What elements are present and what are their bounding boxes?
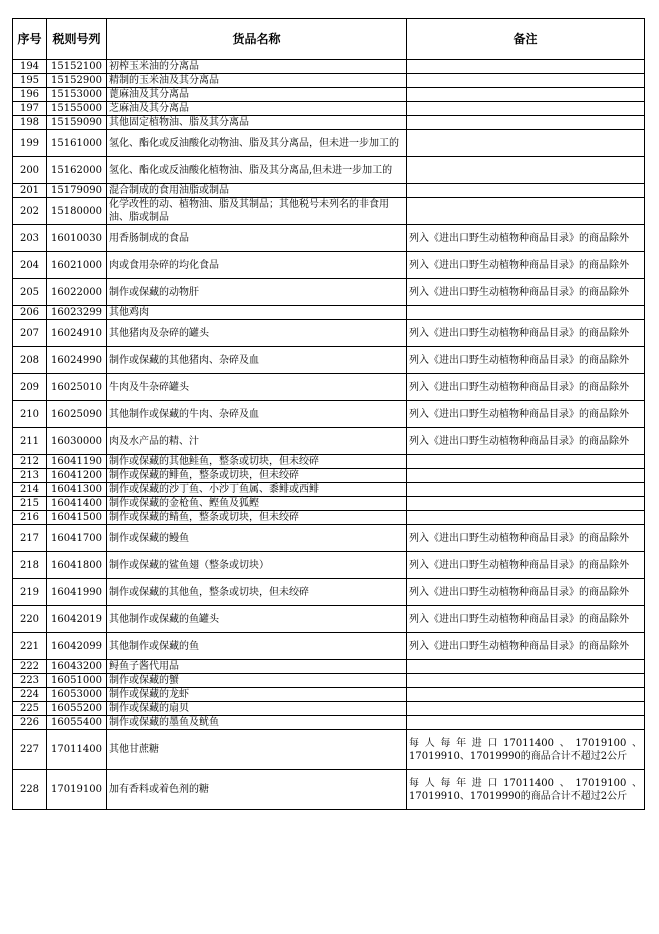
serial-number-cell: 217 — [13, 525, 47, 552]
serial-number-cell: 197 — [13, 102, 47, 116]
serial-number-cell: 228 — [13, 770, 47, 810]
remarks-cell — [407, 716, 645, 730]
table-row — [13, 252, 645, 279]
table-row — [13, 347, 645, 374]
goods-name-cell: 混合制成的食用油脂或制品 — [107, 184, 407, 198]
tariff-code-cell: 16055200 — [47, 702, 107, 716]
tariff-code-cell: 16053000 — [47, 688, 107, 702]
serial-number-cell: 208 — [13, 347, 47, 374]
table-row — [13, 688, 645, 702]
table-row — [13, 60, 645, 74]
header-serial-number: 序号 — [13, 19, 47, 60]
tariff-code-cell: 16041500 — [47, 511, 107, 525]
goods-name-cell: 鲟鱼子酱代用品 — [107, 660, 407, 674]
serial-number-cell: 207 — [13, 320, 47, 347]
serial-number-cell: 223 — [13, 674, 47, 688]
serial-number-cell: 209 — [13, 374, 47, 401]
serial-number-cell: 218 — [13, 552, 47, 579]
goods-name-cell: 制作或保藏的金枪鱼、鲣鱼及狐鲣 — [107, 497, 407, 511]
remarks-cell — [407, 674, 645, 688]
remarks-cell — [407, 102, 645, 116]
table-row — [13, 225, 645, 252]
tariff-code-cell: 16041800 — [47, 552, 107, 579]
remarks-cell — [407, 455, 645, 469]
remarks-cell: 每人每年进口17011400、17019100、17019910、17019990的商品合计不超过2公斤 — [407, 770, 645, 810]
goods-name-cell: 其他制作或保藏的牛肉、杂碎及血 — [107, 401, 407, 428]
remarks-cell — [407, 306, 645, 320]
remarks-cell: 列入《进出口野生动植物种商品目录》的商品除外 — [407, 252, 645, 279]
table-row — [13, 660, 645, 674]
remarks-cell: 列入《进出口野生动植物种商品目录》的商品除外 — [407, 320, 645, 347]
tariff-code-cell: 16024990 — [47, 347, 107, 374]
serial-number-cell: 212 — [13, 455, 47, 469]
tariff-code-cell: 16042019 — [47, 606, 107, 633]
remarks-cell: 列入《进出口野生动植物种商品目录》的商品除外 — [407, 579, 645, 606]
serial-number-cell: 196 — [13, 88, 47, 102]
goods-name-cell: 制作或保藏的其他鲑鱼，整条或切块，但未绞碎 — [107, 455, 407, 469]
remarks-cell — [407, 60, 645, 74]
serial-number-cell: 227 — [13, 730, 47, 770]
goods-name-cell: 肉及水产品的精、汁 — [107, 428, 407, 455]
serial-number-cell: 195 — [13, 74, 47, 88]
goods-name-cell: 制作或保藏的墨鱼及鱿鱼 — [107, 716, 407, 730]
table-row — [13, 184, 645, 198]
goods-name-cell: 其他猪肉及杂碎的罐头 — [107, 320, 407, 347]
remarks-cell: 列入《进出口野生动植物种商品目录》的商品除外 — [407, 606, 645, 633]
goods-name-cell: 制作或保藏的其他猪肉、杂碎及血 — [107, 347, 407, 374]
remarks-cell — [407, 74, 645, 88]
tariff-code-cell: 16021000 — [47, 252, 107, 279]
remarks-cell: 列入《进出口野生动植物种商品目录》的商品除外 — [407, 525, 645, 552]
remarks-cell — [407, 184, 645, 198]
tariff-code-cell: 16055400 — [47, 716, 107, 730]
table-row — [13, 401, 645, 428]
table-row — [13, 374, 645, 401]
serial-number-cell: 213 — [13, 469, 47, 483]
goods-name-cell: 制作或保藏的其他鱼，整条或切块，但未绞碎 — [107, 579, 407, 606]
table-row — [13, 469, 645, 483]
table-row — [13, 511, 645, 525]
table-row — [13, 483, 645, 497]
header-goods-name: 货品名称 — [107, 19, 407, 60]
tariff-code-cell: 16041990 — [47, 579, 107, 606]
serial-number-cell: 202 — [13, 198, 47, 225]
remarks-cell — [407, 116, 645, 130]
table-row — [13, 130, 645, 157]
tariff-code-cell: 15162000 — [47, 157, 107, 184]
table-row — [13, 730, 645, 770]
tariff-code-cell: 16042099 — [47, 633, 107, 660]
header-tariff-code: 税则号列 — [47, 19, 107, 60]
goods-name-cell: 其他甘蔗糖 — [107, 730, 407, 770]
serial-number-cell: 215 — [13, 497, 47, 511]
remarks-cell — [407, 198, 645, 225]
table-row — [13, 157, 645, 184]
serial-number-cell: 224 — [13, 688, 47, 702]
table-row — [13, 525, 645, 552]
remarks-cell: 列入《进出口野生动植物种商品目录》的商品除外 — [407, 225, 645, 252]
goods-name-cell: 制作或保藏的动物肝 — [107, 279, 407, 306]
goods-name-cell: 其他鸡肉 — [107, 306, 407, 320]
table-row — [13, 320, 645, 347]
goods-name-cell: 制作或保藏的龙虾 — [107, 688, 407, 702]
table-row — [13, 74, 645, 88]
remarks-cell: 列入《进出口野生动植物种商品目录》的商品除外 — [407, 374, 645, 401]
table-header-row — [13, 19, 645, 60]
serial-number-cell: 201 — [13, 184, 47, 198]
goods-name-cell: 制作或保藏的扇贝 — [107, 702, 407, 716]
goods-name-cell: 蓖麻油及其分离品 — [107, 88, 407, 102]
goods-name-cell: 制作或保藏的蟹 — [107, 674, 407, 688]
remarks-cell: 列入《进出口野生动植物种商品目录》的商品除外 — [407, 633, 645, 660]
goods-name-cell: 加有香料或着色剂的糖 — [107, 770, 407, 810]
goods-name-cell: 精制的玉米油及其分离品 — [107, 74, 407, 88]
table-row — [13, 428, 645, 455]
table-row — [13, 306, 645, 320]
table-row — [13, 770, 645, 810]
table-row — [13, 279, 645, 306]
serial-number-cell: 222 — [13, 660, 47, 674]
tariff-code-cell: 16041300 — [47, 483, 107, 497]
goods-name-cell: 其他制作或保藏的鱼罐头 — [107, 606, 407, 633]
serial-number-cell: 221 — [13, 633, 47, 660]
serial-number-cell: 216 — [13, 511, 47, 525]
tariff-code-cell: 15155000 — [47, 102, 107, 116]
goods-name-cell: 氢化、酯化或反油酸化植物油、脂及其分离品,但未进一步加工的 — [107, 157, 407, 184]
serial-number-cell: 206 — [13, 306, 47, 320]
table-row — [13, 116, 645, 130]
tariff-code-cell: 15161000 — [47, 130, 107, 157]
table-row — [13, 579, 645, 606]
goods-name-cell: 牛肉及牛杂碎罐头 — [107, 374, 407, 401]
goods-name-cell: 制作或保藏的鲨鱼翅（整条或切块） — [107, 552, 407, 579]
remarks-cell — [407, 511, 645, 525]
table-row — [13, 552, 645, 579]
goods-name-cell: 初榨玉米油的分离品 — [107, 60, 407, 74]
serial-number-cell: 200 — [13, 157, 47, 184]
goods-name-cell: 制作或保藏的鳗鱼 — [107, 525, 407, 552]
tariff-code-cell: 16025090 — [47, 401, 107, 428]
serial-number-cell: 204 — [13, 252, 47, 279]
table-row — [13, 198, 645, 225]
goods-name-cell: 氢化、酯化或反油酸化动物油、脂及其分离品，但未进一步加工的 — [107, 130, 407, 157]
table-row — [13, 702, 645, 716]
goods-name-cell: 芝麻油及其分离品 — [107, 102, 407, 116]
tariff-code-cell: 16030000 — [47, 428, 107, 455]
tariff-code-cell: 16025010 — [47, 374, 107, 401]
tariff-code-cell: 16024910 — [47, 320, 107, 347]
serial-number-cell: 198 — [13, 116, 47, 130]
serial-number-cell: 225 — [13, 702, 47, 716]
table-row — [13, 102, 645, 116]
table-row — [13, 716, 645, 730]
remarks-cell: 列入《进出口野生动植物种商品目录》的商品除外 — [407, 428, 645, 455]
remarks-cell: 列入《进出口野生动植物种商品目录》的商品除外 — [407, 279, 645, 306]
goods-name-cell: 制作或保藏的沙丁鱼、小沙丁鱼属、黍鲱或西鲱 — [107, 483, 407, 497]
tariff-code-cell: 15152900 — [47, 74, 107, 88]
tariff-code-cell: 15153000 — [47, 88, 107, 102]
remarks-cell — [407, 660, 645, 674]
serial-number-cell: 210 — [13, 401, 47, 428]
serial-number-cell: 219 — [13, 579, 47, 606]
goods-name-cell: 制作或保藏的鲱鱼，整条或切块，但未绞碎 — [107, 469, 407, 483]
serial-number-cell: 220 — [13, 606, 47, 633]
goods-name-cell: 其他固定植物油、脂及其分离品 — [107, 116, 407, 130]
serial-number-cell: 214 — [13, 483, 47, 497]
tariff-code-cell: 17019100 — [47, 770, 107, 810]
tariff-code-cell: 16023299 — [47, 306, 107, 320]
remarks-cell: 每人每年进口17011400、17019100、17019910、17019990的商品合计不超过2公斤 — [407, 730, 645, 770]
tariff-code-cell: 16010030 — [47, 225, 107, 252]
table-row — [13, 455, 645, 469]
remarks-cell — [407, 469, 645, 483]
serial-number-cell: 205 — [13, 279, 47, 306]
serial-number-cell: 194 — [13, 60, 47, 74]
goods-table — [12, 18, 645, 810]
tariff-code-cell: 15159090 — [47, 116, 107, 130]
tariff-code-cell: 15152100 — [47, 60, 107, 74]
tariff-code-cell: 17011400 — [47, 730, 107, 770]
header-remarks: 备注 — [407, 19, 645, 60]
tariff-code-cell: 16041700 — [47, 525, 107, 552]
remarks-cell — [407, 483, 645, 497]
remarks-cell — [407, 130, 645, 157]
goods-name-cell: 化学改性的动、植物油、脂及其制品；其他税号未列名的非食用油、脂或制品 — [107, 198, 407, 225]
tariff-code-cell: 16051000 — [47, 674, 107, 688]
serial-number-cell: 211 — [13, 428, 47, 455]
table-row — [13, 497, 645, 511]
remarks-cell — [407, 702, 645, 716]
tariff-code-cell: 15180000 — [47, 198, 107, 225]
remarks-cell — [407, 88, 645, 102]
goods-name-cell: 肉或食用杂碎的均化食品 — [107, 252, 407, 279]
goods-name-cell: 其他制作或保藏的鱼 — [107, 633, 407, 660]
goods-name-cell: 用香肠制成的食品 — [107, 225, 407, 252]
remarks-cell: 列入《进出口野生动植物种商品目录》的商品除外 — [407, 401, 645, 428]
tariff-code-cell: 16041200 — [47, 469, 107, 483]
remarks-cell: 列入《进出口野生动植物种商品目录》的商品除外 — [407, 347, 645, 374]
serial-number-cell: 226 — [13, 716, 47, 730]
remarks-cell: 列入《进出口野生动植物种商品目录》的商品除外 — [407, 552, 645, 579]
table-row — [13, 606, 645, 633]
table-row — [13, 88, 645, 102]
tariff-code-cell: 15179090 — [47, 184, 107, 198]
table-row — [13, 633, 645, 660]
goods-name-cell: 制作或保藏的鲭鱼，整条或切块，但未绞碎 — [107, 511, 407, 525]
serial-number-cell: 203 — [13, 225, 47, 252]
tariff-code-cell: 16041400 — [47, 497, 107, 511]
serial-number-cell: 199 — [13, 130, 47, 157]
tariff-code-cell: 16041190 — [47, 455, 107, 469]
remarks-cell — [407, 497, 645, 511]
remarks-cell — [407, 688, 645, 702]
table-row — [13, 674, 645, 688]
tariff-code-cell: 16043200 — [47, 660, 107, 674]
remarks-cell — [407, 157, 645, 184]
tariff-code-cell: 16022000 — [47, 279, 107, 306]
